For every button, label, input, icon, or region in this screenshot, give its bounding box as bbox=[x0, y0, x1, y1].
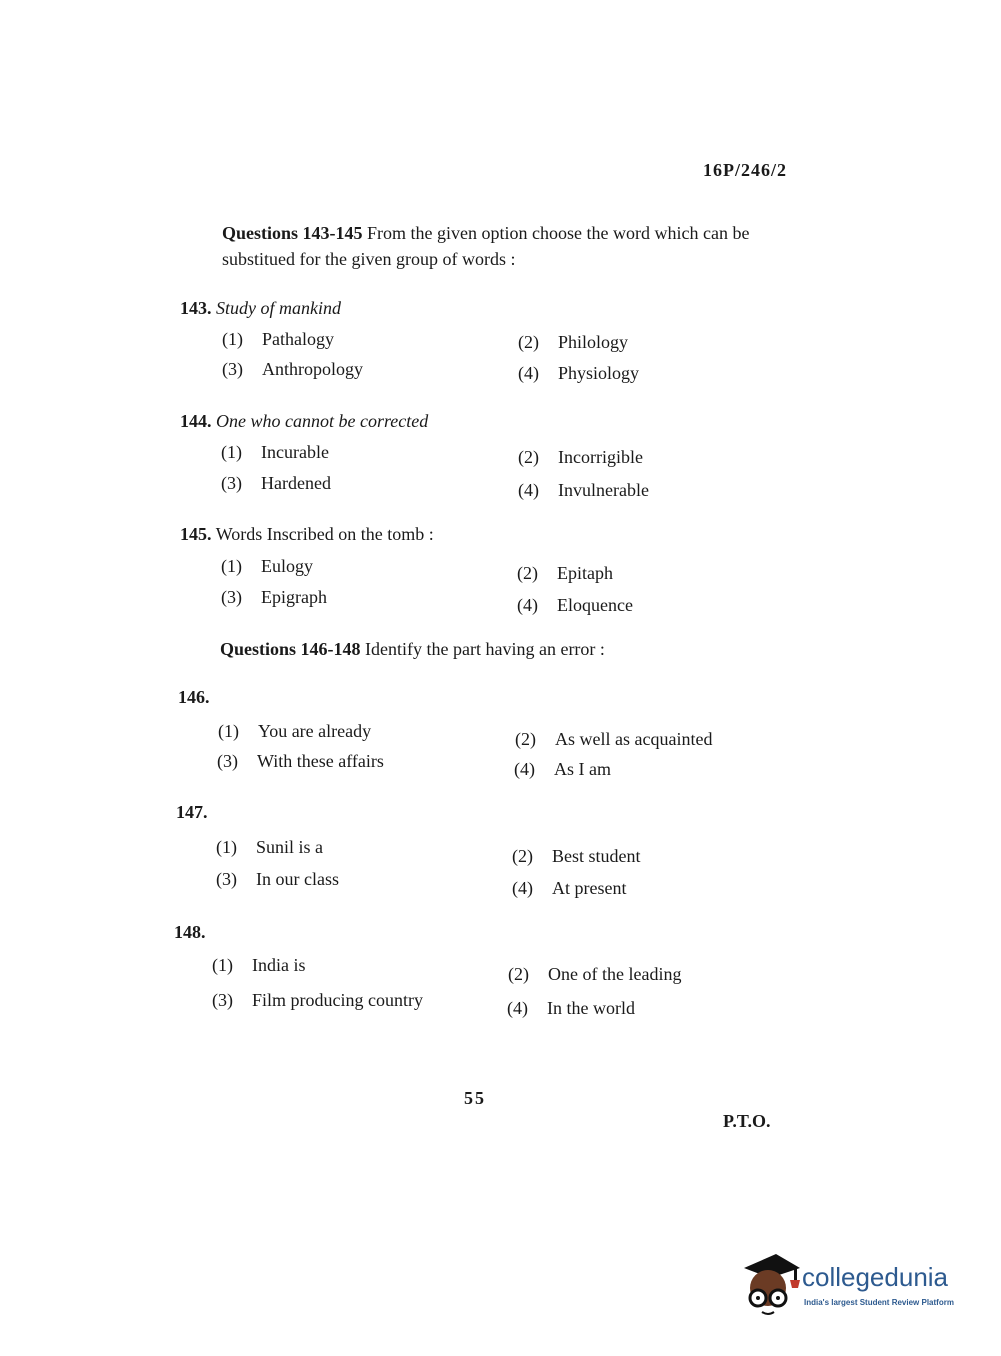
option-text: Physiology bbox=[558, 363, 640, 383]
option-text: One of the leading bbox=[548, 964, 682, 984]
option-number: (4) bbox=[514, 759, 535, 779]
option-number: (2) bbox=[517, 563, 538, 583]
section-instruction-146-148 bbox=[220, 636, 805, 662]
option-text: Invulnerable bbox=[558, 480, 649, 500]
question-number: 145. bbox=[180, 524, 212, 544]
option-number: (4) bbox=[518, 480, 539, 500]
option-146-4 bbox=[514, 759, 611, 780]
option-number: (3) bbox=[222, 359, 243, 379]
option-147-4 bbox=[512, 878, 626, 899]
option-number: (4) bbox=[512, 878, 533, 898]
option-148-1 bbox=[212, 955, 306, 976]
collegedunia-logo bbox=[740, 1250, 970, 1320]
question-number: 147. bbox=[176, 802, 208, 822]
option-number: (3) bbox=[221, 473, 242, 493]
question-144 bbox=[180, 411, 428, 432]
option-143-2 bbox=[518, 332, 628, 353]
option-number: (1) bbox=[221, 442, 242, 462]
option-number: (2) bbox=[518, 332, 539, 352]
option-147-3 bbox=[216, 869, 339, 890]
option-number: (1) bbox=[212, 955, 233, 975]
option-145-4 bbox=[517, 595, 633, 616]
option-text: Hardened bbox=[261, 473, 331, 493]
option-144-2 bbox=[518, 447, 643, 468]
question-text: Study of mankind bbox=[216, 298, 341, 318]
option-144-3 bbox=[221, 473, 331, 494]
option-145-2 bbox=[517, 563, 613, 584]
option-number: (1) bbox=[218, 721, 239, 741]
question-text: One who cannot be corrected bbox=[216, 411, 429, 431]
option-text: At present bbox=[552, 878, 627, 898]
option-number: (2) bbox=[508, 964, 529, 984]
option-number: (4) bbox=[517, 595, 538, 615]
section-instruction-143-145 bbox=[222, 220, 807, 272]
option-text: With these affairs bbox=[257, 751, 384, 771]
option-number: (3) bbox=[221, 587, 242, 607]
question-146 bbox=[178, 687, 210, 708]
question-number: 144. bbox=[180, 411, 212, 431]
option-number: (1) bbox=[221, 556, 242, 576]
option-145-3 bbox=[221, 587, 327, 608]
option-148-3 bbox=[212, 990, 423, 1011]
option-146-2 bbox=[515, 729, 712, 750]
option-143-3 bbox=[222, 359, 363, 380]
option-143-4 bbox=[518, 363, 639, 384]
option-number: (3) bbox=[216, 869, 237, 889]
option-number: (3) bbox=[217, 751, 238, 771]
option-text: In our class bbox=[256, 869, 339, 889]
option-text: Best student bbox=[552, 846, 641, 866]
option-146-3 bbox=[217, 751, 384, 772]
option-144-4 bbox=[518, 480, 649, 501]
question-text: Words Inscribed on the tomb : bbox=[215, 524, 434, 544]
option-144-1 bbox=[221, 442, 329, 463]
option-147-2 bbox=[512, 846, 641, 867]
option-number: (1) bbox=[222, 329, 243, 349]
question-148 bbox=[174, 922, 206, 943]
question-number: 148. bbox=[174, 922, 206, 942]
option-number: (2) bbox=[518, 447, 539, 467]
option-text: Epigraph bbox=[261, 587, 327, 607]
option-text: Eloquence bbox=[557, 595, 633, 615]
option-text: Eulogy bbox=[261, 556, 313, 576]
option-text: Film producing country bbox=[252, 990, 423, 1010]
option-145-1 bbox=[221, 556, 313, 577]
option-146-1 bbox=[218, 721, 371, 742]
option-143-1 bbox=[222, 329, 334, 350]
option-147-1 bbox=[216, 837, 323, 858]
option-text: Incorrigible bbox=[558, 447, 643, 467]
option-148-4 bbox=[507, 998, 635, 1019]
paper-code: 16P/246/2 bbox=[703, 160, 787, 180]
option-148-2 bbox=[508, 964, 681, 985]
question-143 bbox=[180, 298, 341, 319]
question-145 bbox=[180, 524, 434, 545]
option-number: (2) bbox=[512, 846, 533, 866]
option-number: (4) bbox=[518, 363, 539, 383]
option-text: Philology bbox=[558, 332, 629, 352]
option-text: You are already bbox=[258, 721, 372, 741]
section-range: Questions 146-148 bbox=[220, 639, 361, 659]
option-number: (3) bbox=[212, 990, 233, 1010]
logo-tagline: India's largest Student Review Platform bbox=[804, 1298, 954, 1307]
option-text: As well as acquainted bbox=[555, 729, 713, 749]
question-number: 143. bbox=[180, 298, 212, 318]
graduate-mascot-icon bbox=[740, 1250, 802, 1316]
option-text: In the world bbox=[547, 998, 635, 1018]
option-number: (1) bbox=[216, 837, 237, 857]
option-text: As I am bbox=[554, 759, 611, 779]
option-text: Anthropology bbox=[262, 359, 363, 379]
section-range: Questions 143-145 bbox=[222, 223, 363, 243]
question-number: 146. bbox=[178, 687, 210, 707]
option-text: Incurable bbox=[261, 442, 329, 462]
option-text: Pathalogy bbox=[262, 329, 334, 349]
logo-wordmark: collegedunia bbox=[802, 1262, 949, 1292]
option-text: Sunil is a bbox=[256, 837, 324, 857]
option-number: (4) bbox=[507, 998, 528, 1018]
section-text: Identify the part having an error : bbox=[365, 639, 605, 659]
option-number: (2) bbox=[515, 729, 536, 749]
option-text: India is bbox=[252, 955, 306, 975]
section-text: From the given option choose the word which can be substitued for the given group of words : bbox=[222, 223, 750, 269]
option-text: Epitaph bbox=[557, 563, 613, 583]
page-number: 55 bbox=[464, 1088, 486, 1108]
pto-label: P.T.O. bbox=[723, 1111, 771, 1131]
question-147 bbox=[176, 802, 208, 823]
